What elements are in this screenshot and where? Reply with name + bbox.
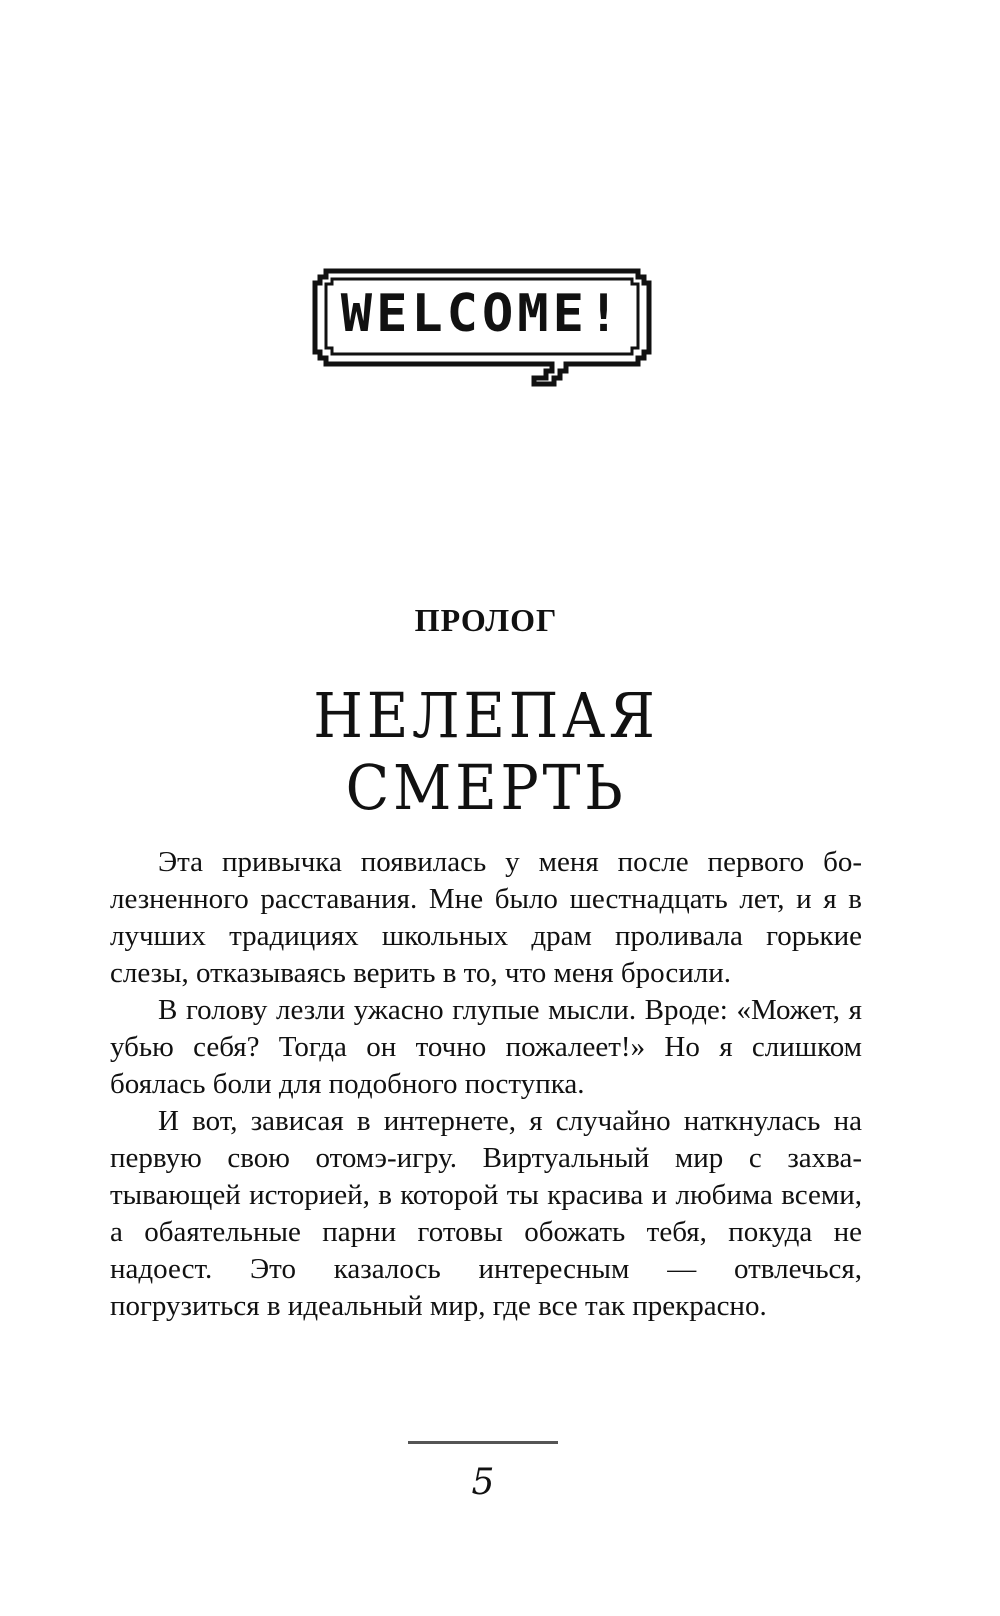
paragraph-3: И вот, зависая в интернете, я случайно наткнулась на первую свою отомэ-игру. Виртуальный мир с захватывающей историей, в которой ты красива и любима всеми, а обаятельные парни готовы обожать тебя, покуда не надоест. Это казалось интересным — отвлечься, погрузиться в идеальный мир, где все так прекрасно. bbox=[110, 1105, 862, 1322]
page-number: 5 bbox=[471, 1462, 495, 1503]
paragraph-1: Эта привычка появилась у меня после первого болезненного расставания. Мне было шестнадцать лет, и я в лучших традициях школьных драм проливала горькие слезы, отказываясь верить в то, что меня бросили. bbox=[110, 846, 862, 989]
chapter-kicker: ПРОЛОГ bbox=[414, 602, 558, 638]
welcome-text: WELCOME! bbox=[340, 284, 624, 344]
paragraph-2: В голову лезли ужасно глупые мысли. Вроде: «Может, я убью себя? Тогда он точно пожалеет!» Но я слишком боялась боли для подобного поступка. bbox=[110, 994, 862, 1100]
chapter-title-line-2: СМЕРТЬ bbox=[345, 751, 627, 824]
welcome-speech-bubble bbox=[312, 268, 652, 398]
body-text bbox=[110, 844, 862, 1325]
chapter-title-line-1: НЕЛЕПАЯ bbox=[313, 679, 659, 752]
chapter-title bbox=[39, 680, 933, 824]
footer-divider bbox=[408, 1441, 558, 1444]
